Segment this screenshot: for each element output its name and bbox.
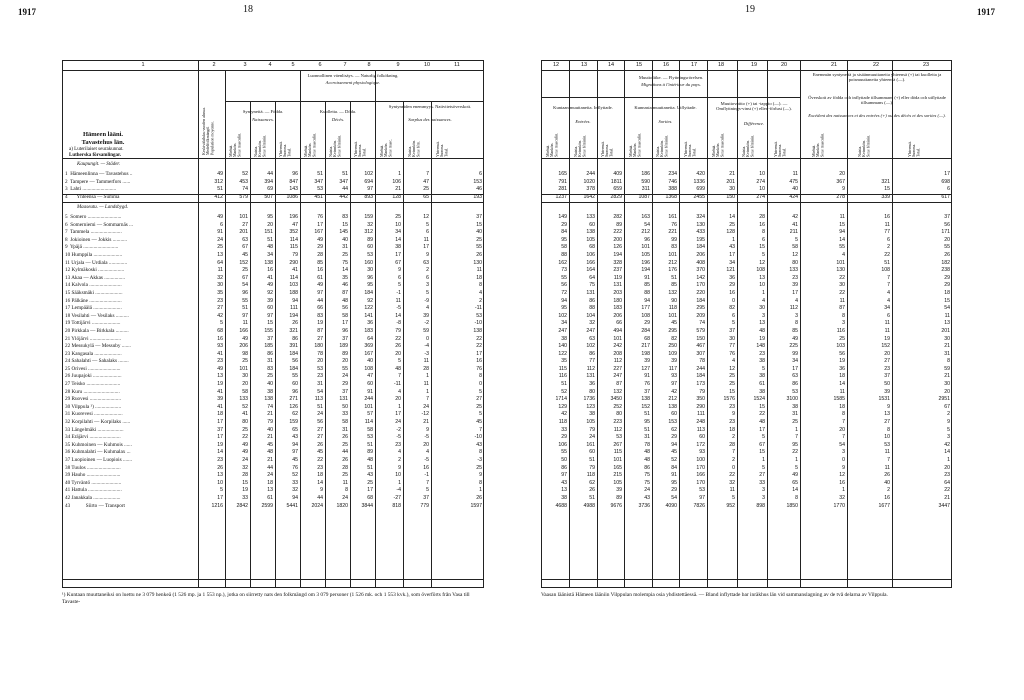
in-migrants-heading: Kuntaan muuttaneita. Inflyttade. <box>553 105 613 110</box>
deaths-heading-fr: Décès. <box>331 117 345 122</box>
towns-heading: Kaupungit. — Städer. <box>77 162 121 167</box>
rural-names: 5 Somero .......................... 6 Somerniemi — Sommarnäs ... 7 Tammela ........................ 8 Jokioinen — Jokkis ........... 9 Ypäjä ........................... 10 Humppila ...................... 11 Urjala — Urdiala .............. 12 Kylmäkoski .................... 13 Akaa — Akkas ................ 14 Kalvola ......................... 15 Sääksmäki ..................... 16 Pälkäne ......................... 17 Lempäälä ...................... 18 Vesilahti — Vesilaks .......... 19 Tottijärvi ...................... 20 Pirkkala — Birkkala .......... 21 Ylöjärvi ........................ 22 Messukylä — Messuby ....... 23 Kangasala ..................... 24 Sahalahti — Sahalaks ........ 25 Orivesi ......................... 26 Juupajoki ...................... 27 Teisko .......................... 28 Kuru ............................ 29 Ruovesi ........................ 30 Vilppula ¹) .................... 31 Kuorevesi ...................... 32 Korpilahti — Korpilaks ...... 33 Längelmäki .................... 34 Eräjärvi ........................ 35 Kuhmoinen — Kuhmois ...... 36 Kuhmalahti — Kuhmalax ... 37 Luopioinen — Luopiois ....... 38 Tuulos .......................... 39 Hauho .......................... 40 Tyrväntö ....................... 41 Hattula .......................... 42 Janakkala ..................... 43 Siirto — Transport <box>65 214 134 509</box>
net-migration-heading: Muuttovoitto (+) tai -tappio (—). — Omflyttnings-vinst (+) eller -förlust (—). <box>716 101 792 112</box>
total-change-heading-fr: Excédent des naissances et des entrées (+) ou des décès et des sorties (—). <box>808 113 946 118</box>
towns-names: 1 Hämeenlinna — Tavastehus .. 2 Tampere — Tammerfors ...... 3 Lahti .......................... 4 Yhteensä — Summa <box>65 171 133 200</box>
natural-increase-heading: Luonnollinen väenlisäys. — Naturlig folkökning. <box>307 73 399 78</box>
region-note: a) Luterilaiset seurakunnat. <box>69 147 124 152</box>
left-column-numbers: 1 2 3 4 5 6 7 8 9 10 11 <box>63 61 483 71</box>
in-migrants-heading-fr: Entrées. <box>575 119 591 124</box>
right-table: 12 13 14 15 16 17 18 19 20 21 22 23 Muuttoliike. — Flyttningsrörelsen. Migrations à l'intérieur du pays. Kuntaan muuttaneita. Inflyttade. Entrées. Kunnasta muuttaneita. Utflyttade. Sorties. Muuttovoitto (+) tai -tappio (—). — Omflyttnings-vinst (+) eller -förlust (—). Différence. Enemmän syntyneitä ja sisäänmuuttaneita yhteensä (+) tai kuolleita ja poismuuttaneita yhteensä (—). Överskott av födda och inflyttade tillsammans (+) eller döda och utflyttade tillsammans (—). Excédent des naissances et des entrées (+) ou des décès et des sorties (—). Miehiä. Mankön. Sexe masculin. Naisia. Kvinnkön. Sexe féminin. Yhteensä. Summa. Total. Miehiä. Mankön. Sexe masculin. Naisia. Kvinnkön. Sexe féminin. Yhteensä. Summa. Total. Miehiä. Mankön. Sexe masculin. Naisia. Kvinnkön. Sexe féminin. Yhteensä. Summa. Total. Miehiä. Mankön. Sexe masculin. Naisia. Kvinnkön. Sexe féminin. Yhteensä. Summa. Total. 165 791 281 1237 244 1020 378 1642 409 1811 659 2829 186 590 311 1087 234 746 388 1368 420 1336 699 2455 21 201 30 150 10 274 10 274 11 475 40 424 20 367 9 278 321 15 339 17 698 6 617 149 29 84 95 58 88 162 73 55 56 72 94 95 102 34 247 38 140 122 35 115 116 51 52 1714 129 42 118 33 29 106 55 50 86 97 43 13 38 4688 133 60 138 105 68 106 166 164 64 75 131 86 88 104 32 247 63 102 86 77 112 131 36 80 1736 123 38 105 79 24 161 60 51 79 118 62 26 51 4988 282 89 222 200 126 194 328 237 119 131 203 180 183 206 66 494 101 242 208 112 227 247 87 132 3450 252 80 223 112 53 267 115 101 165 215 105 39 89 9676 163 54 212 96 101 105 196 194 91 85 88 94 177 108 29 284 68 217 198 39 127 91 76 37 138 152 51 95 51 31 78 48 48 86 75 75 24 43 3736 161 76 221 99 83 101 212 176 51 85 132 90 118 101 45 295 82 250 109 39 117 93 97 42 212 138 60 153 62 29 94 45 52 84 91 95 29 54 4090 324 130 433 195 184 206 408 370 142 170 220 184 295 209 74 579 150 467 307 78 244 184 173 79 350 290 111 248 113 60 172 93 100 170 166 170 53 97 7826 14 25 128 1 43 17 34 121 36 29 16 0 82 6 5 37 30 77 76 4 12 25 25 15 1576 23 9 23 18 2 28 7 2 0 22 32 11 5 952 28 16 8 6 15 5 12 108 13 10 1 4 30 3 13 48 19 148 23 38 5 38 61 38 1524 15 22 48 17 5 67 15 1 5 27 33 3 3 898 42 41 211 5 58 12 80 133 23 39 17 4 112 3 8 85 49 225 99 34 17 63 86 53 3100 38 31 25 1 7 95 22 1 5 49 65 14 8 1850 11 15 94 14 55 4 101 130 22 30 22 11 87 8 3 116 25 103 56 19 36 18 14 11 1585 18 8 7 20 7 54 3 0 9 12 16 1 32 1770 16 11 77 6 2 22 51 108 7 7 4 4 34 6 11 11 19 152 20 27 23 37 50 39 1531 9 13 27 8 10 53 11 7 11 26 40 2 16 1677 37 56 171 20 55 26 182 238 29 29 18 15 54 11 13 201 30 21 31 8 59 21 30 20 2951 67 2 9 5 3 42 14 1 20 23 64 22 21 3447 <box>541 60 952 588</box>
population-label: Keskiväkiluku vuoden alussa. Medelfolkmängd. Population moyenne. <box>201 107 215 155</box>
excess-heading: Syntyneiden enemmyys. Nativitetsöverskott. <box>388 104 472 109</box>
total-change-heading-sv: Överskott av födda och inflyttade tillsammans (+) eller döda och utflyttade tillsammans (—). <box>808 95 946 106</box>
page-number-left: 18 <box>243 4 253 15</box>
births-heading: Syntyneitä. — Födda. <box>242 109 284 114</box>
year-right: 1917 <box>977 7 995 17</box>
natural-increase-heading-fr: Accroissement physiologique. <box>325 80 381 85</box>
footnote-left: ¹) Kuntaan muuttaneiksi on luettu ne 3 079 henkeä (1 526 mp. ja 1 553 np.), jotka on siirretty nats den folkmängd om 3 079 personer (1 526 mk. och 1 553 kvk.), som överförts från Vasa till Tavaste- <box>62 592 470 605</box>
left-table: 1 2 3 4 5 6 7 8 9 10 11 Luonnollinen väenlisäys. — Naturlig folkökning. Accroissement physiologique. Keskiväkiluku vuoden alussa. Medelfolkmängd. Population moyenne. Syntyneitä. — Födda. Naissances. Kuolleita. — Döda. Décès. Syntyneiden enemmyys. Nativitetsöverskott. Surplus des naissances. Miehiä. Mankön. Sexe masculin. Naisia. Kvinnkön. Sexe féminin. Yhteensä. Summa. Total. Miehiä. Mankön. Sexe masculin. Naisia. Kvinnkön. Sexe féminin. Yhteensä. Summa. Total. Miehiä. Mankön. Sexe masc. Naisia. Kvinnkön. Sexe fém. Yhteensä. Summa. Total. Hämeen lääni. Tavastehus län. a) Luterilaiset seurakunnat. Lutherska församlingar. Kaupungit. — Städer. 1 Hämeenlinna — Tavastehus .. 2 Tampere — Tammerfors ...... 3 Lahti .......................... 4 Yhteensä — Summa 49 312 51 412 52 453 74 579 44 394 69 507 96 847 143 1086 51 347 53 451 51 347 44 442 102 694 97 893 1 106 21 128 7 47 25 65 6 153 46 193 Maaseutu. — Landsbygd. 5 Somero .......................... 6 Somerniemi — Sommarnäs ... 7 Tammela ........................ 8 Jokioinen — Jokkis ........... 9 Ypäjä ........................... 10 Humppila ...................... 11 Urjala — Urdiala .............. 12 Kylmäkoski .................... 13 Akaa — Akkas ................ 14 Kalvola ......................... 15 Sääksmäki ..................... 16 Pälkäne ......................... 17 Lempäälä ...................... 18 Vesilahti — Vesilaks .......... 19 Tottijärvi ...................... 20 Pirkkala — Birkkala .......... 21 Ylöjärvi ........................ 22 Messukylä — Messuby ....... 23 Kangasala ..................... 24 Sahalahti — Sahalaks ........ 25 Orivesi ......................... 26 Juupajoki ...................... 27 Teisko .......................... 28 Kuru ............................ 29 Ruovesi ........................ 30 Vilppula ¹) .................... 31 Kuorevesi ...................... 32 Korpilahti — Korpilaks ...... 33 Längelmäki .................... 34 Eräjärvi ........................ 35 Kuhmoinen — Kuhmois ...... 36 Kuhmalahti — Kuhmalax ... 37 Luopioinen — Luopiois ....... 38 Tuulos .......................... 39 Hauho .......................... 40 Tyrväntö ....................... 41 Hattula .......................... 42 Janakkala ..................... 43 Siirto — Transport 49 6 91 24 25 13 64 11 32 30 35 23 27 42 5 68 16 93 41 23 49 13 19 41 39 41 18 17 37 17 19 14 23 26 13 10 5 17 1216 101 27 201 63 67 45 152 25 67 54 96 55 51 97 11 166 49 206 98 25 101 30 20 58 133 52 41 80 25 22 49 49 24 32 28 15 19 33 2842 95 20 151 51 48 34 138 16 41 49 92 39 60 97 15 155 37 185 86 31 83 25 40 38 138 74 21 79 40 21 45 48 21 44 24 18 13 61 2599 196 47 352 114 115 79 290 41 114 103 188 94 111 194 26 321 86 391 184 56 184 55 60 96 271 126 62 159 65 43 94 97 45 76 52 33 32 94 5441 76 17 167 49 29 28 85 16 61 49 97 44 66 83 19 87 27 180 78 20 53 23 31 54 113 51 24 56 27 27 26 45 22 23 18 14 9 44 2024 83 15 145 40 31 25 75 14 35 46 87 48 56 58 17 96 37 189 89 20 55 24 29 37 131 50 33 58 31 26 25 44 26 28 25 11 8 24 1820 159 32 312 89 60 53 160 30 96 95 184 92 122 141 36 183 64 369 167 40 108 47 60 91 244 101 57 114 58 53 51 89 48 51 43 25 17 68 3844 25 10 34 14 38 17 67 9 6 5 -1 11 -5 14 -8 79 22 26 20 5 48 7 -11 4 20 1 17 24 -2 -5 23 4 2 9 10 1 -4 -27 818 12 5 6 11 17 9 63 2 6 3 5 -9 4 39 -2 59 0 -4 -3 11 28 1 11 1 7 24 -12 21 9 -5 20 4 -5 16 -1 7 5 37 779 37 15 40 25 55 26 130 11 18 8 4 2 -11 53 -10 138 22 22 17 16 76 8 0 5 27 25 5 45 7 -10 43 8 -3 25 9 8 1 26 1597 <box>62 60 484 588</box>
out-migrants-heading-fr: Sorties. <box>658 119 673 124</box>
total-change-heading: Enemmän syntyneitä ja sisäänmuuttaneita yhteensä (+) tai kuolleita ja poismuuttaneita yhteensä (—). <box>812 72 942 83</box>
migration-heading-fr: Migrations à l'intérieur du pays. <box>641 82 701 87</box>
footnote-right: Vaasan läänistä Hämeen lääniin Vilppulan molempia osia yhdistettäessä. — Bland inflyttade bar inräkhus län vid sammanslagning av de två delarna av Vilppula. <box>541 592 888 598</box>
migration-heading: Muuttoliike. — Flyttningsrörelsen. <box>638 75 704 80</box>
net-migration-heading-fr: Différence. <box>743 121 765 126</box>
right-column-numbers: 12 13 14 15 16 17 18 19 20 21 22 23 <box>542 61 951 71</box>
deaths-heading: Kuolleita. — Döda. <box>319 109 357 114</box>
births-heading-fr: Naissances. <box>252 117 274 122</box>
excess-heading-fr: Surplus des naissances. <box>408 117 452 122</box>
region-note-sv: Lutherska församlingar. <box>69 153 122 158</box>
region-title-sv: Tavastehus län. <box>81 139 125 146</box>
region-title: Hämeen lääni. <box>82 131 124 138</box>
page-number-right: 19 <box>745 4 755 15</box>
rural-heading: Maaseutu. — Landsbygd. <box>77 205 129 210</box>
year-left: 1917 <box>18 7 36 17</box>
out-migrants-heading: Kunnasta muuttaneita. Utflyttade. <box>634 105 697 110</box>
